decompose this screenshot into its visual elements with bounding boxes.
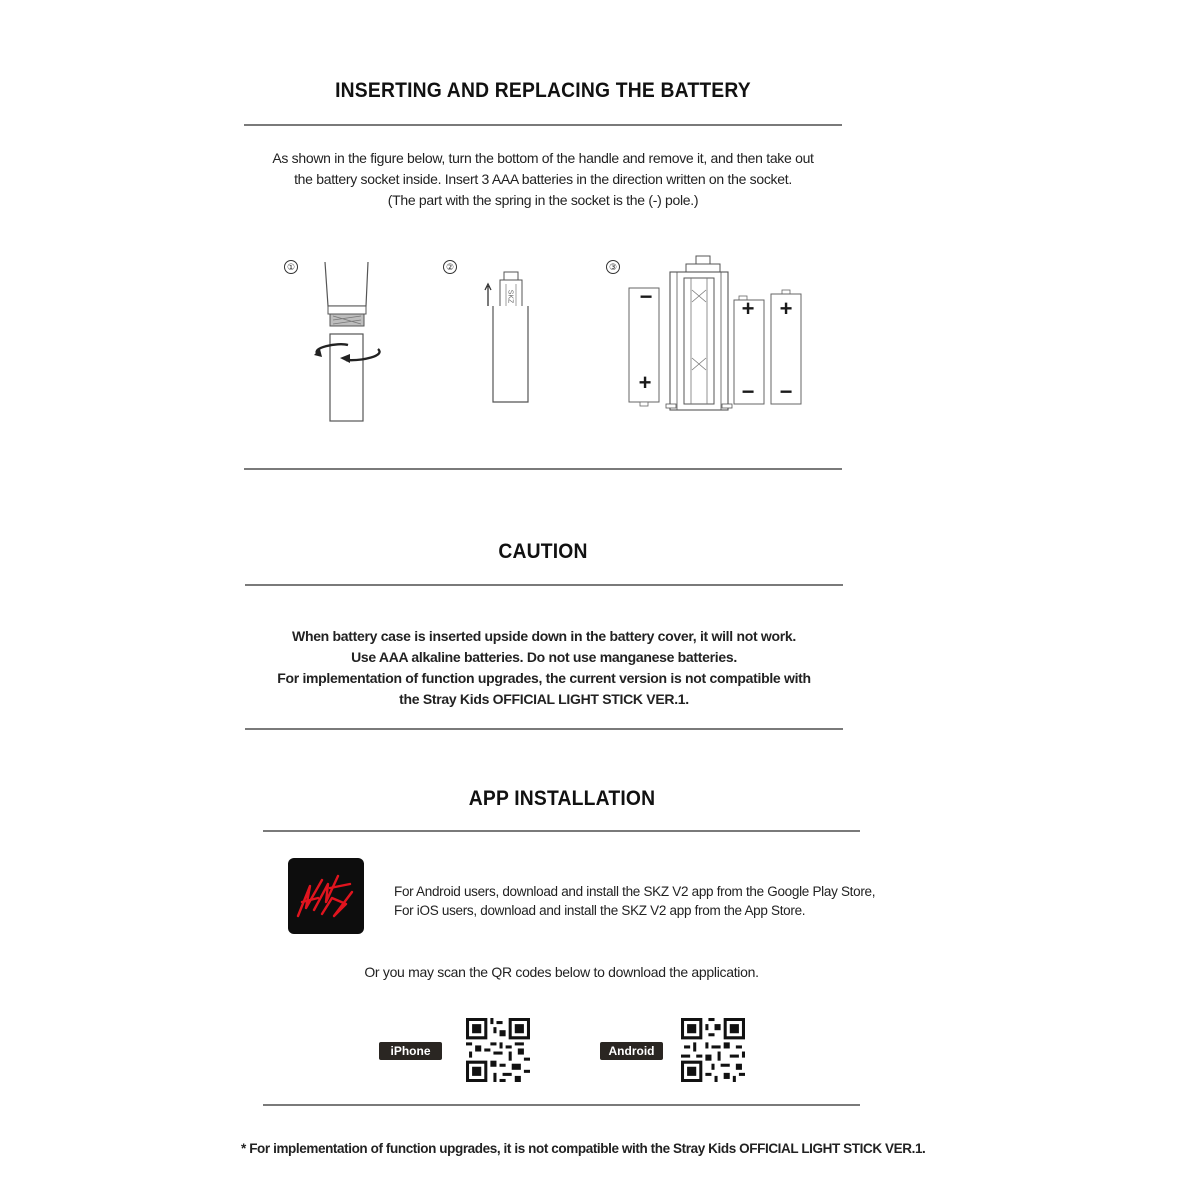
caution-line: the Stray Kids OFFICIAL LIGHT STICK VER.1. [399,691,689,707]
battery-instruction-line: the battery socket inside. Insert 3 AAA batteries in the direction written on the socket. [294,171,792,187]
caution-section-title: CAUTION [498,540,588,563]
caution-line: When battery case is inserted upside down in the battery cover, it will not work. [292,628,796,644]
step-2-number: ② [443,260,457,274]
minus-sign-icon: − [639,284,653,309]
caution-line: For implementation of function upgrades, the current version is not compatible with [277,670,811,686]
step-1-number: ① [284,260,298,274]
app-store-instructions [394,882,875,920]
minus-sign-icon: − [779,379,793,404]
caution-section-divider [245,728,843,730]
handle-twist-illustration [300,258,400,428]
app-section-divider [263,1104,860,1106]
up-arrow-icon [485,284,491,306]
qr-prompt-text: Or you may scan the QR codes below to download the application. [364,964,759,980]
caution-line: Use AAA alkaline batteries. Do not use manganese batteries. [351,649,737,665]
app-section-title: APP INSTALLATION [468,787,656,810]
battery-instruction-line: (The part with the spring in the socket is the (-) pole.) [387,192,699,208]
app-title-divider [263,830,860,832]
handle-collar [328,306,366,314]
ios-instruction: For iOS users, download and install the SKZ V2 app from the App Store. [394,903,806,918]
caution-title-divider [245,584,843,586]
step-3-number: ③ [606,260,620,274]
socket-removal-illustration [476,266,546,411]
socket-label: SKZ [506,289,514,304]
skz-app-icon[interactable] [288,858,364,934]
battery-instruction-line: As shown in the figure below, turn the bottom of the handle and remove it, and then take out [272,150,814,166]
plus-sign-icon: + [638,370,652,395]
handle-body-outline [493,306,528,402]
battery-instructions [244,148,842,211]
plus-sign-icon: + [741,296,755,321]
minus-sign-icon: − [741,379,755,404]
plus-sign-icon: + [779,296,793,321]
android-instruction: For Android users, download and install the SKZ V2 app from the Google Play Store, [394,884,876,899]
iphone-badge[interactable]: iPhone [379,1042,442,1060]
handle-bottom-cap [330,334,363,421]
compatibility-footnote: * For implementation of function upgrades, it is not compatible with the Stray Kids OFFICIAL LIGHT STICK VER.1. [241,1141,926,1156]
caution-text [245,626,843,710]
battery-title-divider [244,124,842,126]
battery-section-title: INSERTING AND REPLACING THE BATTERY [335,79,751,102]
battery-section-divider [244,468,842,470]
handle-upper-outline [325,262,368,306]
iphone-qr-code[interactable] [466,1018,530,1082]
android-qr-code[interactable] [681,1018,745,1082]
android-badge[interactable]: Android [600,1042,663,1060]
skz-logo-icon [288,858,364,934]
